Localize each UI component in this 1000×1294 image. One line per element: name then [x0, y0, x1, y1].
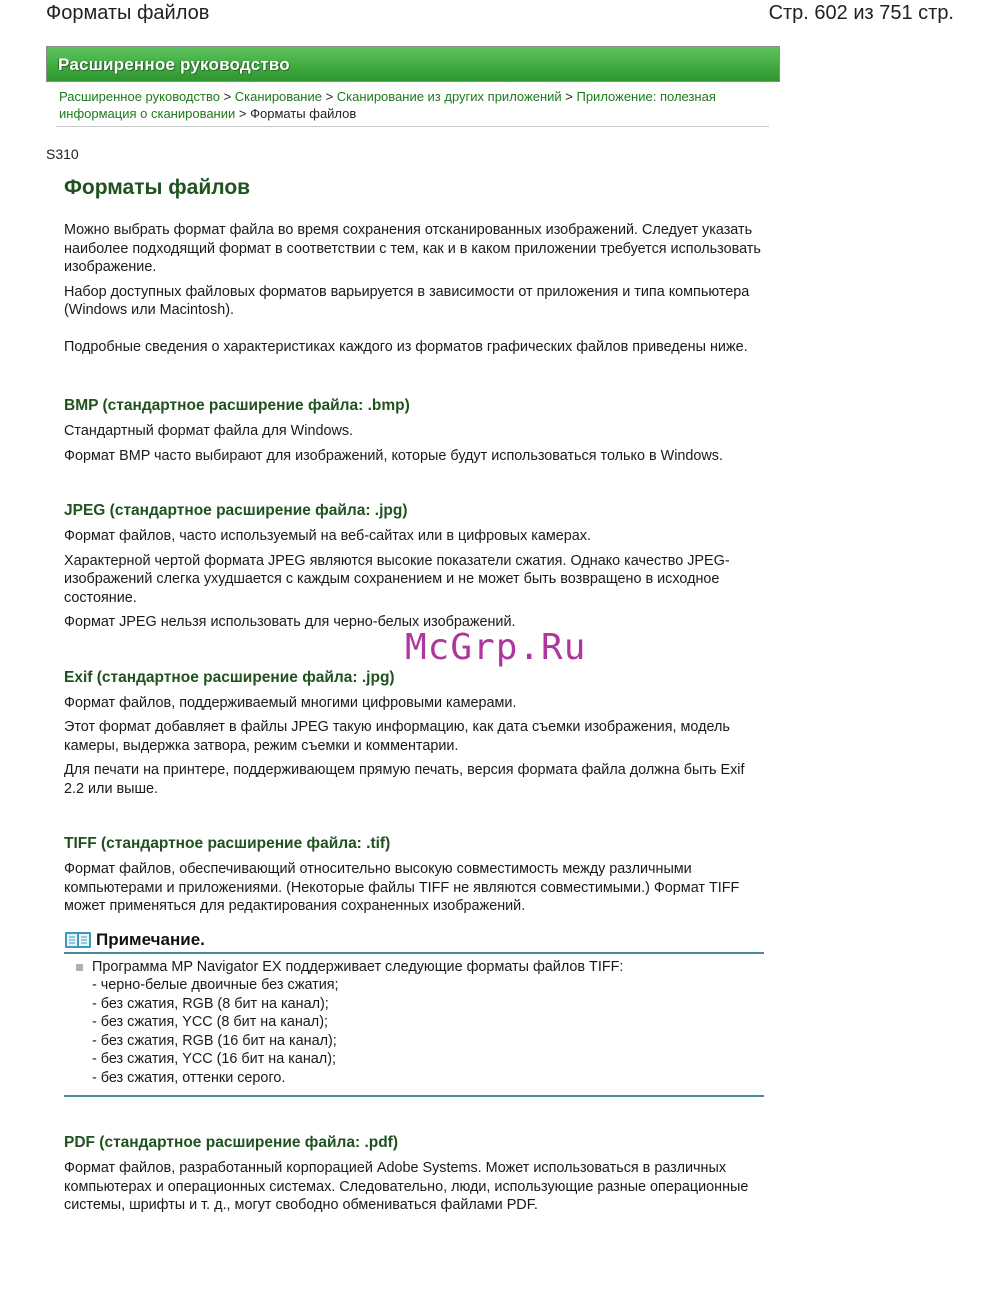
- breadcrumb-link-appendix[interactable]: Приложение: полезная информация о сканировании: [59, 89, 716, 121]
- bullet-icon: [76, 964, 83, 971]
- breadcrumb-link-advanced-guide[interactable]: Расширенное руководство: [59, 89, 220, 104]
- intro-paragraph: Подробные сведения о характеристиках каждого из форматов графических файлов приведены ниже.: [64, 338, 748, 355]
- breadcrumb: [59, 88, 749, 122]
- note-header: [64, 930, 764, 950]
- page-indicator: Стр. 602 из 751 стр.: [768, 2, 954, 24]
- section-paragraph: Для печати на принтере, поддерживающем прямую печать, версия формата файла должна быть Exif 2.2 или выше.: [64, 762, 745, 797]
- breadcrumb-separator: >: [325, 89, 334, 104]
- note-list-item: [76, 958, 764, 1088]
- section-paragraph: Формат файлов, часто используемый на веб-сайтах или в цифровых камерах.: [64, 528, 591, 544]
- note-box: [64, 930, 764, 1098]
- breadcrumb-current: Форматы файлов: [250, 106, 357, 121]
- section-paragraph: Формат BMP часто выбирают для изображений, которые будут использоваться только в Windows.: [64, 447, 724, 464]
- note-line: - без сжатия, RGB (16 бит на канал);: [92, 1032, 337, 1049]
- breadcrumb-link-scanning-other-apps[interactable]: Сканирование из других приложений: [336, 89, 562, 104]
- note-line: - без сжатия, RGB (8 бит на канал);: [92, 995, 329, 1012]
- section-heading-pdf: PDF (стандартное расширение файла: .pdf): [64, 1134, 399, 1151]
- intro-paragraph: Можно выбрать формат файла во время сохранения отсканированных изображений. Следует указать наиболее подходящий формат в соответствии с тем, как и в каком приложении требуется использовать изображение.: [64, 222, 761, 275]
- section-paragraph: Стандартный формат файла для Windows.: [64, 423, 354, 439]
- note-divider: [64, 1095, 764, 1097]
- section-heading-bmp: BMP (стандартное расширение файла: .bmp): [64, 397, 410, 414]
- watermark: McGrp.Ru: [405, 627, 587, 668]
- section-heading-jpeg: JPEG (стандартное расширение файла: .jpg): [64, 502, 408, 519]
- section-paragraph: Характерной чертой формата JPEG являются высокие показатели сжатия. Однако качество JPEG-изображений слегка ухудшается с каждым сохранением и не может быть возвращено в исходное состояние.: [64, 552, 730, 606]
- note-line: - без сжатия, YCC (8 бит на канал);: [92, 1014, 328, 1030]
- book-icon: [64, 931, 92, 949]
- page-title: Форматы файлов: [64, 176, 251, 199]
- breadcrumb-divider: [56, 126, 769, 127]
- breadcrumb-separator: >: [238, 106, 247, 121]
- section-paragraph: Формат файлов, разработанный корпорацией Adobe Systems. Может использоваться в различных компьютерах и операционных системах. Следовательно, люди, использующие разные операционные системы, шрифты и т. д., могут свободно обмениваться файлами PDF.: [64, 1160, 749, 1213]
- note-lead: Программа MP Navigator EX поддерживает следующие форматы файлов TIFF:: [92, 958, 624, 975]
- note-title: Примечание.: [96, 929, 205, 949]
- note-body: [64, 954, 764, 1092]
- breadcrumb-separator: >: [565, 89, 573, 104]
- section-banner: [46, 46, 780, 82]
- section-paragraph: Формат файлов, поддерживаемый многими цифровыми камерами.: [64, 694, 517, 711]
- banner-label: Расширенное руководство: [58, 55, 290, 74]
- document-title: Форматы файлов: [46, 2, 210, 24]
- section-paragraph: Этот формат добавляет в файлы JPEG такую информацию, как дата съемки изображения, модель камеры, выдержка затвора, режим съемки и комментарии.: [64, 719, 730, 754]
- section-paragraph: Формат JPEG нельзя использовать для черно-белых изображений.: [64, 614, 516, 630]
- note-line: - черно-белые двоичные без сжатия;: [92, 977, 339, 993]
- note-line: - без сжатия, оттенки серого.: [92, 1069, 286, 1086]
- breadcrumb-link-scanning[interactable]: Сканирование: [234, 89, 322, 104]
- section-paragraph: Формат файлов, обеспечивающий относительно высокую совместимость между различными компьютерами и приложениями. (Некоторые файлы TIFF не являются совместимыми.) Формат TIFF может применяться для редактирования сохраненных изображений.: [64, 861, 740, 914]
- main-content: [64, 221, 764, 1221]
- intro-paragraph: Набор доступных файловых форматов варьируется в зависимости от приложения и типа компьютера (Windows или Macintosh).: [64, 283, 750, 318]
- breadcrumb-separator: >: [223, 89, 232, 104]
- section-heading-exif: Exif (стандартное расширение файла: .jpg): [64, 668, 395, 686]
- note-line: - без сжатия, YCC (16 бит на канал);: [92, 1051, 336, 1067]
- section-heading-tiff: TIFF (стандартное расширение файла: .tif): [64, 835, 391, 852]
- document-code: S310: [46, 146, 79, 162]
